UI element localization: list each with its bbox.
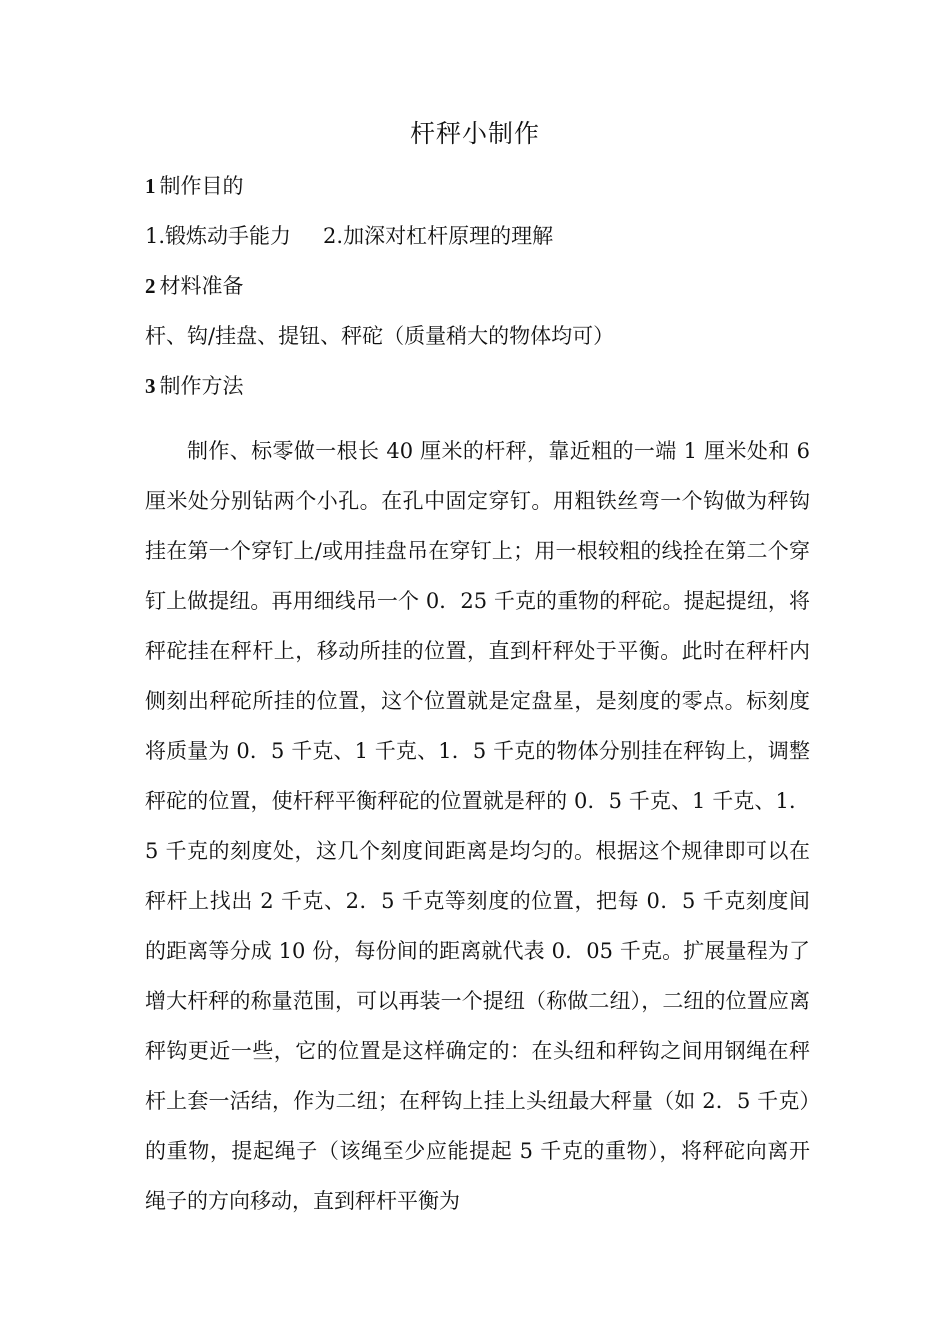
section-number: 1: [145, 174, 156, 198]
goals-line: [145, 218, 810, 268]
section-title: 材料准备: [159, 274, 244, 298]
section-heading-materials: [145, 268, 810, 318]
materials-line: 杆、钩/挂盘、提钮、秤砣（质量稍大的物体均可）: [145, 324, 615, 348]
section-title: 制作方法: [159, 374, 244, 398]
section-heading-purpose: [145, 168, 810, 218]
document-title: 杆秤小制作: [409, 119, 540, 148]
section-number: 2: [145, 274, 156, 298]
section-title: 制作目的: [159, 174, 244, 198]
section-heading-method: [145, 368, 810, 418]
section-number: 3: [145, 374, 156, 398]
document-body: [145, 168, 810, 1226]
goal-item: 1.锻炼动手能力: [145, 224, 292, 248]
goal-item: 2.加深对杠杆原理的理解: [323, 224, 554, 248]
method-paragraph: 制作、标零做一根长 40 厘米的杆秤，靠近粗的一端 1 厘米处和 6 厘米处分别钻两个小孔。在孔中固定穿钉。用粗铁丝弯一个钩做为秤钩挂在第一个穿钉上/或用挂盘吊在穿钉上；用一根较粗的线拴在第二个穿钉上做提纽。再用细线吊一个 0．25 千克的重物的秤砣。提起提纽，将秤砣挂在秤杆上，移动所挂的位置，直到杆秤处于平衡。此时在秤杆内侧刻出秤砣所挂的位置，这个位置就是定盘星，是刻度的零点。标刻度将质量为 0．5 千克、1 千克、1．5 千克的物体分别挂在秤钩上，调整秤砣的位置，使杆秤平衡秤砣的位置就是秤的 0．5 千克、1 千克、1．5 千克的刻度处，这几个刻度间距离是均匀的。根据这个规律即可以在秤杆上找出 2 千克、2．5 千克等刻度的位置，把每 0．5 千克刻度间的距离等分成 10 份，每份间的距离就代表 0．05 千克。扩展量程为了增大杆秤的称量范围，可以再装一个提纽（称做二纽），二纽的位置应离秤钩更近一些，它的位置是这样确定的：在头纽和秤钩之间用钢绳在秤杆上套一活结，作为二纽；在秤钩上挂上头纽最大秤量（如 2．5 千克）的重物，提起绳子（该绳至少应能提起 5 千克的重物），将秤砣向离开绳子的方向移动，直到秤杆平衡为: [145, 439, 810, 1213]
